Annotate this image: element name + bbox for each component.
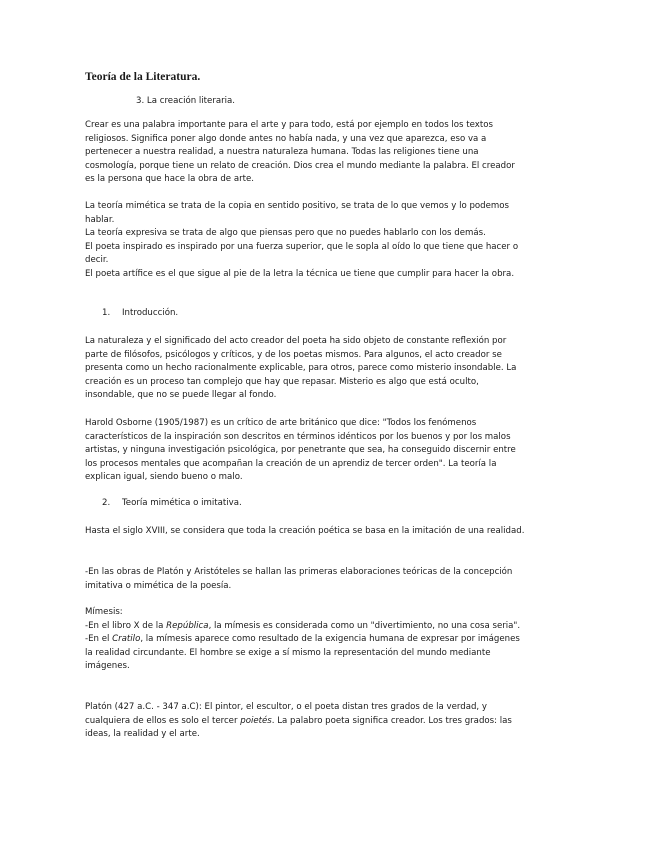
section-title: Teoría mimética o imitativa.: [122, 498, 242, 508]
section-heading-2: [102, 498, 242, 508]
mimesis-block: [85, 606, 525, 674]
paragraph-artifice: El poeta artífice es el que sigue al pie de la letra la técnica ue tiene que cumplir para hacer la obra.: [85, 268, 515, 279]
paragraph-obras: -En las obras de Platón y Aristóteles se hallan las primeras elaboraciones teóricas de la concepción imitativa o mimética de la poesía.: [85, 567, 513, 591]
mimesis-cratilo: -En el Cratilo, la mímesis aparece como resultado de la exigencia humana de expresar por imágenes la realidad circundante. El hombre se exige a sí mismo la representación del mundo mediante imágenes.: [85, 634, 520, 671]
section-number: 1.: [102, 308, 111, 318]
book-title: República: [166, 620, 209, 631]
paragraph-naturaleza: La naturaleza y el significado del acto creador del poeta ha sido objeto de constante reflexión por parte de filósofos, psicólogos y críticos, y de los poetas mismos. Para algunos, el acto creador se presenta como un hecho racionalmente explicable, para otros, parece como misterio insondable. La creación es un proceso tan complejo que hay que repasar. Misterio es algo que está oculto, insondable, que no se puede llegar al fondo.: [85, 336, 517, 400]
greek-term: poietés: [240, 715, 272, 726]
theories-block: [85, 200, 525, 281]
mimesis-label: Mímesis:: [85, 607, 123, 617]
paragraph-platon: Platón (427 a.C. - 347 a.C): El pintor, el escultor, o el poeta distan tres grados de la verdad, y cualquiera de ellos es solo el tercer poietés. La palabro poeta significa creador. Los tres grados: las ideas, la realidad y el arte.: [85, 702, 512, 739]
section-number: 2.: [102, 498, 111, 508]
paragraph-inspirado: El poeta inspirado es inspirado por una fuerza superior, que le sopla al oído lo que tiene que hacer o decir.: [85, 241, 519, 265]
paragraph-mimetica: La teoría mimética se trata de la copia en sentido positivo, se trata de lo que vemos y lo podemos hablar.: [85, 201, 510, 225]
mimesis-republica: -En el libro X de la República, la mímesis es considerada como un "divertimiento, no una cosa seria".: [85, 620, 521, 631]
section-subtitle: 3. La creación literaria.: [136, 96, 236, 106]
paragraph-siglo: Hasta el siglo XVIII, se considera que toda la creación poética se basa en la imitación de una realidad.: [85, 526, 525, 536]
section-heading-1: [102, 308, 178, 318]
book-title: Cratilo: [112, 634, 141, 644]
paragraph-osborne: Harold Osborne (1905/1987) es un crítico de arte británico que dice: "Todos los fenómenos característicos de la inspiración son descritos en términos idénticos por los buenos y por los malos artistas, y ninguna investigación psicológica, por penetrante que sea, ha conseguido discernir entre los procesos mentales que acompañan la creación de un aprendiz de tercer orden". La teoría la explican igual, siendo bueno o malo.: [85, 418, 516, 482]
document-title: Teoría de la Literatura.: [85, 71, 201, 83]
paragraph-crear: Crear es una palabra importante para el arte y para todo, está por ejemplo en todos los textos religiosos. Significa poner algo donde antes no había nada, y una vez que aparezca, eso va a pertenecer a nuestra realidad, a nuestra naturaleza humana. Todas las religiones tiene una cosmología, porque tiene un relato de creación. Dios crea el mundo mediante la palabra. El creador es la persona que hace la obra de arte.: [85, 120, 515, 184]
section-title: Introducción.: [122, 308, 179, 318]
paragraph-expresiva: La teoría expresiva se trata de algo que piensas pero que no puedes hablarlo con los demás.: [85, 228, 486, 238]
